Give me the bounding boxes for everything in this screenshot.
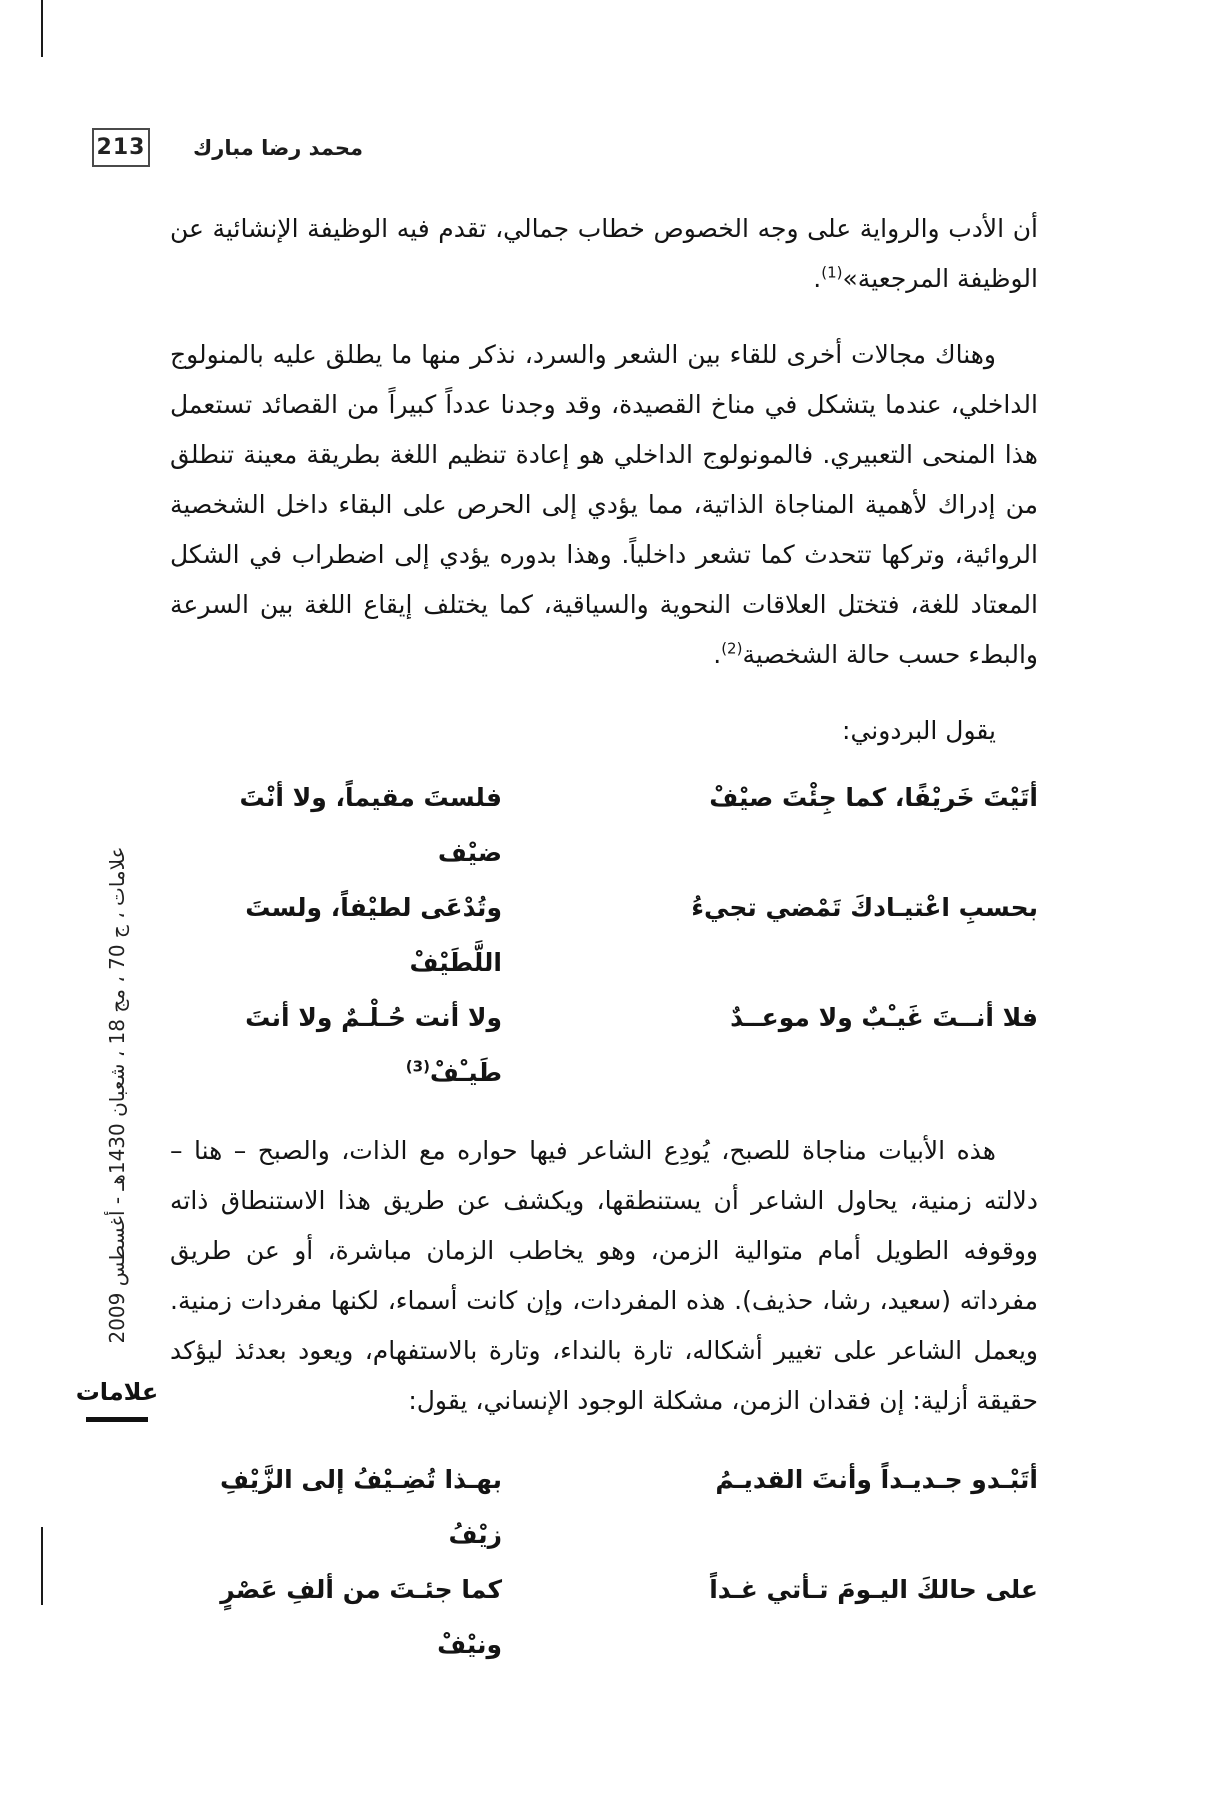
paragraph-analysis: هذه الأبيات مناجاة للصبح، يُودِع الشاعر فيها حواره مع الذات، والصبح – هنا – دلالته زمنية، يحاول الشاعر أن يستنطقها، ويكشف عن طريق هذا الاستنطاق ذاته ووقوفه الطويل أمام متوالية الزمن، وهو يخاطب الزمان مباشرة، أو عن طريق مفرداته (سعيد، رشا، حذيف). هذه المفردات، وإن كانت أسماء، لكنها مفردات زمنية. ويعمل الشاعر على تغيير أشكاله، تارة بالنداء، وتارة بالاستفهام، ويعود بعدئذ ليؤكد حقيقة أزلية: إن فقدان الزمن، مشكلة الوجود الإنساني، يقول: [170,1136,1038,1415]
poem-baradouni-2 [170,1452,1038,1672]
hemistich-right: أتَيْتَ خَريْفًا، كما جِئْتَ صيْفْ [709,783,1038,812]
verse-row [170,1452,1038,1562]
paragraph-monologue [170,330,1038,680]
verse-row [170,1562,1038,1672]
poem-lead-in: يقول البردوني: [842,716,996,745]
journal-edition-info: علامات ، ج 70 ، مج 18 ، شعبان 1430هـ - أغسطس 2009 [105,846,129,1344]
verse-row [170,880,1038,990]
paragraph-text: وهناك مجالات أخرى للقاء بين الشعر والسرد، نذكر منها ما يطلق عليه بالمنولوج الداخلي، عندما يتشكل في مناخ القصيدة، وقد وجدنا عدداً كبيراً من القصائد تستعمل هذا المنحى التعبيري. فالمونولوج الداخلي هو إعادة تنظيم اللغة بطريقة معينة تنطلق من إدراك لأهمية المناجاة الذاتية، مما يؤدي إلى الحرص على البقاء داخل الشخصية الروائية، وتركها تتحدث كما تشعر داخلياً. وهذا بدوره يؤدي إلى اضطراب في الشكل المعتاد للغة، فتختل العلاقات النحوية والسياقية، كما يختلف إيقاع اللغة بين السرعة والبطء حسب حالة الشخصية [170,340,1038,669]
paragraph-quote-end [170,204,1038,304]
poem-baradouni-1 [170,770,1038,1100]
hemistich-right: فلا أنــتَ غَيـْبٌ ولا موعــدٌ [730,1003,1038,1032]
author-name: محمد رضا مبارك [193,136,364,160]
hemistich-right: بحسبِ اعْتيـادكَ تَمْضي تجيءُ [691,893,1038,922]
paragraph-tail: . [713,640,722,669]
hemistich-left: بهـذا تُضِـيْفُ إلى الزَّيْفِ زيْفُ [219,1465,502,1549]
verse-row [170,990,1038,1100]
paragraph-text: أن الأدب والرواية على وجه الخصوص خطاب جمالي، تقدم فيه الوظيفة الإنشائية عن الوظيفة المرجعية» [170,214,1038,293]
footnote-ref-1: (1) [821,263,843,282]
paragraph-tail: . [813,264,822,293]
hemistich-right: على حالكَ اليـومَ تـأتي غـداً [709,1575,1038,1604]
hemistich-left: كما جئـتَ من ألفِ عَصْرٍ ونيْفْ [220,1575,502,1659]
page-number: 213 [92,128,150,167]
hemistich-left: فلستَ مقيماً، ولا أنْتَ ضيْف [239,783,502,867]
hemistich-text: ولا أنت حُـلْـمٌ ولا أنتَ طَيـْفْ [245,1003,502,1087]
journal-logo: علامات [86,1366,148,1422]
footnote-ref-3: (3) [405,1057,430,1076]
crop-mark-top [41,0,43,57]
footnote-ref-2: (2) [721,639,743,658]
hemistich-right: أتَبْـدو جـديـداً وأنتَ القديـمُ [715,1465,1038,1494]
page-content [170,204,1038,1698]
hemistich-left: وتُدْعَى لطيْفاً، ولستَ اللَّطَيْفْ [245,893,502,977]
crop-mark-bottom [41,1527,43,1605]
verse-row [170,770,1038,880]
hemistich-left [170,990,502,1100]
